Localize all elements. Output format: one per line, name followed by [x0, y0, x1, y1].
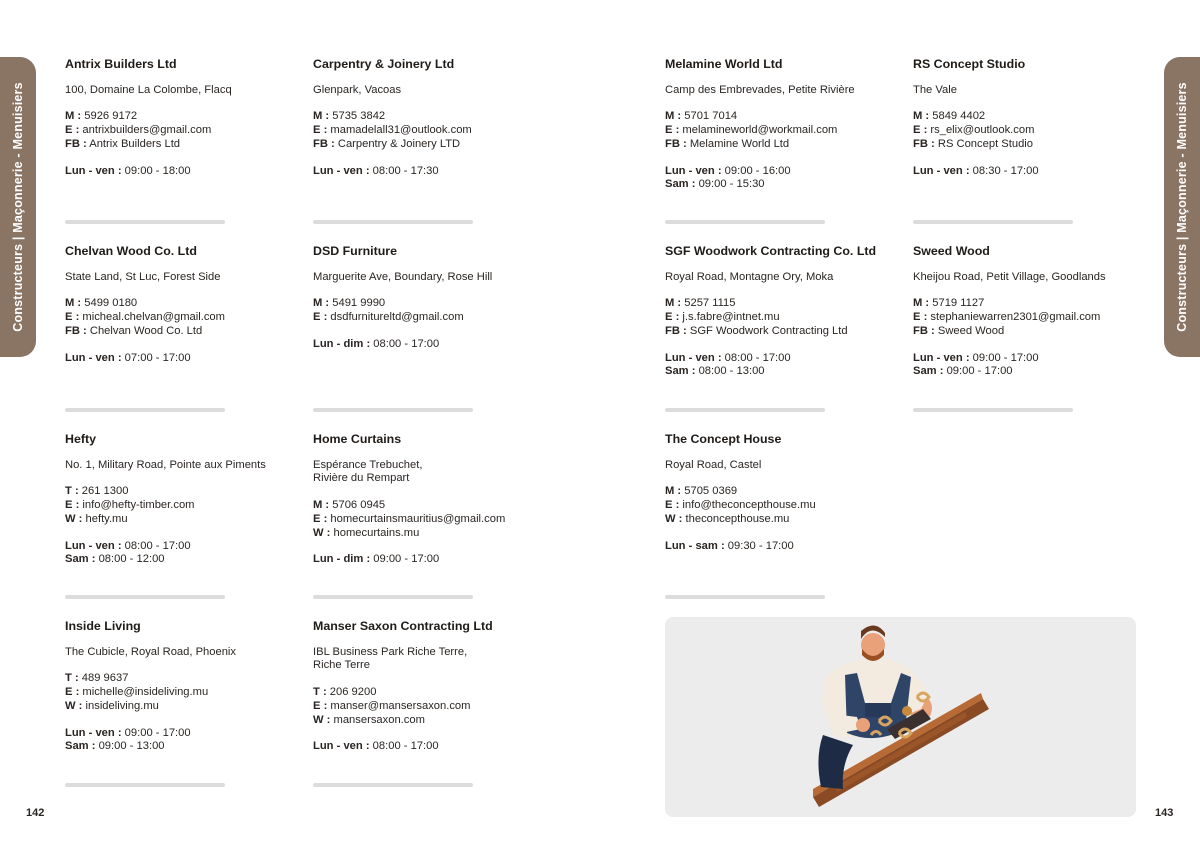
contact-label: W : [313, 713, 331, 726]
carpenter-icon [665, 617, 1136, 817]
contact-line [313, 714, 548, 728]
contact-value: 5705 0369 [684, 485, 738, 498]
company-name: Carpentry & Joinery Ltd [313, 57, 455, 71]
hours-line [665, 352, 880, 366]
section-tab-label: Constructeurs | Maçonnerie - Menuisiers [11, 82, 25, 332]
divider [313, 220, 473, 224]
carpenter-illustration [665, 617, 1136, 817]
hours-line [65, 540, 300, 554]
opening-hours [65, 165, 300, 179]
company-name: SGF Woodwork Contracting Co. Ltd [665, 244, 877, 258]
directory-entry [65, 244, 300, 365]
contact-value: rs_elix@outlook.com [930, 124, 1035, 137]
hours-label: Sam : [65, 553, 96, 566]
contact-list [665, 297, 880, 338]
contact-value: j.s.fabre@intnet.mu [682, 311, 780, 324]
contact-label: M : [65, 110, 82, 123]
contact-list [913, 110, 1148, 151]
divider [65, 783, 225, 787]
hours-line [313, 338, 548, 352]
contact-line [913, 110, 1148, 124]
opening-hours [913, 352, 1148, 380]
contact-label: FB : [913, 324, 935, 337]
contact-list [313, 499, 548, 540]
contact-list [913, 297, 1148, 338]
company-address: Camp des Embrevades, Petite Rivière [665, 83, 855, 96]
contact-line [313, 297, 548, 311]
company-address: Espérance Trebuchet, Rivière du Rempart [313, 458, 423, 485]
hours-value: 08:00 - 17:00 [124, 539, 191, 552]
contact-value: Carpentry & Joinery LTD [337, 137, 461, 150]
contact-label: M : [665, 485, 682, 498]
contact-value: 261 1300 [81, 485, 129, 498]
contact-label: E : [65, 499, 80, 512]
contact-line [65, 297, 300, 311]
hours-label: Sam : [665, 178, 696, 191]
hours-value: 09:00 - 17:00 [373, 553, 440, 566]
contact-value: 206 9200 [329, 686, 377, 699]
divider [65, 595, 225, 599]
contact-line [313, 686, 548, 700]
contact-line [665, 499, 900, 513]
directory-entry [913, 57, 1148, 178]
opening-hours [913, 165, 1148, 179]
contact-value: 5491 9990 [332, 297, 386, 310]
contact-label: E : [913, 124, 928, 137]
opening-hours [313, 338, 548, 352]
page-number-left: 142 [26, 807, 45, 819]
directory-entry [913, 244, 1148, 379]
contact-list [65, 110, 300, 151]
contact-label: E : [313, 512, 328, 525]
section-tab-label: Constructeurs | Maçonnerie - Menuisiers [1175, 82, 1189, 332]
contact-line [665, 513, 900, 527]
contact-value: RS Concept Studio [937, 137, 1034, 150]
directory-entry [65, 619, 300, 754]
contact-line [913, 138, 1148, 152]
divider [665, 595, 825, 599]
contact-line [313, 700, 548, 714]
opening-hours [313, 165, 548, 179]
contact-label: M : [665, 110, 682, 123]
contact-list [65, 297, 300, 338]
contact-line [65, 499, 300, 513]
contact-line [65, 124, 300, 138]
contact-value: melamineworld@workmail.com [682, 124, 838, 137]
hours-value: 07:00 - 17:00 [124, 351, 191, 364]
contact-label: W : [65, 699, 83, 712]
hours-value: 08:30 - 17:00 [972, 164, 1039, 177]
page-number-right: 143 [1155, 807, 1174, 819]
contact-value: hefty.mu [85, 512, 128, 525]
contact-line [313, 110, 548, 124]
contact-label: E : [65, 311, 80, 324]
contact-line [665, 311, 880, 325]
directory-entry [65, 432, 300, 567]
opening-hours [665, 352, 880, 380]
company-name: Inside Living [65, 619, 141, 633]
contact-value: 5701 7014 [684, 110, 738, 123]
hours-label: Lun - dim : [313, 337, 371, 350]
company-name: Home Curtains [313, 432, 402, 446]
hours-label: Lun - ven : [913, 164, 970, 177]
opening-hours [665, 540, 900, 554]
hours-line [65, 727, 300, 741]
hours-line [665, 365, 880, 379]
directory-entry [665, 432, 900, 553]
contact-value: 5257 1115 [684, 297, 736, 310]
company-address: Royal Road, Castel [665, 458, 762, 471]
contact-label: W : [665, 512, 683, 525]
contact-line [313, 527, 548, 541]
directory-entry [313, 244, 548, 352]
contact-line [665, 110, 900, 124]
hours-line [665, 178, 900, 192]
hours-label: Sam : [665, 365, 696, 378]
hours-label: Lun - ven : [65, 164, 122, 177]
contact-value: Chelvan Wood Co. Ltd [89, 324, 203, 337]
contact-value: 5849 4402 [932, 110, 986, 123]
contact-value: homecurtainsmauritius@gmail.com [330, 512, 506, 525]
contact-value: stephaniewarren2301@gmail.com [930, 311, 1101, 324]
divider [313, 595, 473, 599]
company-name: Antrix Builders Ltd [65, 57, 177, 71]
contact-line [313, 513, 548, 527]
contact-list [65, 672, 300, 713]
contact-list [313, 110, 548, 151]
contact-value: 5926 9172 [84, 110, 138, 123]
hours-value: 08:00 - 17:00 [373, 337, 440, 350]
contact-label: FB : [65, 137, 87, 150]
contact-value: insideliving.mu [85, 699, 159, 712]
company-name: RS Concept Studio [913, 57, 1026, 71]
hours-label: Lun - ven : [65, 539, 122, 552]
hours-value: 09:00 - 13:00 [98, 740, 165, 753]
contact-label: E : [65, 686, 80, 699]
hours-line [665, 540, 900, 554]
company-address: 100, Domaine La Colombe, Flacq [65, 83, 232, 96]
contact-label: M : [313, 110, 330, 123]
hours-label: Lun - ven : [65, 351, 122, 364]
company-name: Manser Saxon Contracting Ltd [313, 619, 493, 633]
opening-hours [65, 352, 300, 366]
contact-value: manser@mansersaxon.com [330, 699, 471, 712]
company-address: Marguerite Ave, Boundary, Rose Hill [313, 270, 493, 283]
directory-entry [665, 57, 900, 192]
company-name: Sweed Wood [913, 244, 990, 258]
contact-line [665, 325, 880, 339]
company-address: No. 1, Military Road, Pointe aux Piments [65, 458, 266, 471]
contact-value: Sweed Wood [937, 324, 1005, 337]
hours-value: 08:00 - 13:00 [698, 365, 765, 378]
contact-label: T : [313, 686, 327, 699]
contact-value: 5735 3842 [332, 110, 386, 123]
opening-hours [665, 165, 900, 193]
contact-line [65, 686, 300, 700]
contact-value: dsdfurnitureltd@gmail.com [330, 311, 464, 324]
company-address: The Cubicle, Royal Road, Phoenix [65, 645, 237, 658]
contact-label: M : [913, 110, 930, 123]
hours-label: Lun - ven : [313, 740, 370, 753]
hours-line [913, 352, 1148, 366]
contact-line [65, 672, 300, 686]
hours-value: 08:00 - 12:00 [98, 553, 165, 566]
contact-value: mansersaxon.com [333, 713, 425, 726]
divider [665, 408, 825, 412]
hours-label: Sam : [65, 740, 96, 753]
contact-label: E : [665, 124, 680, 137]
divider [65, 408, 225, 412]
hours-label: Lun - ven : [665, 351, 722, 364]
contact-label: FB : [665, 137, 687, 150]
contact-value: 5706 0945 [332, 499, 386, 512]
contact-line [65, 311, 300, 325]
hours-label: Lun - ven : [65, 726, 122, 739]
contact-label: FB : [665, 324, 687, 337]
divider [313, 408, 473, 412]
contact-value: info@hefty-timber.com [82, 499, 195, 512]
contact-line [913, 124, 1148, 138]
contact-line [665, 485, 900, 499]
contact-value: 5499 0180 [84, 297, 138, 310]
contact-value: 5719 1127 [932, 297, 985, 310]
hours-value: 09:00 - 17:00 [124, 726, 191, 739]
hours-line [313, 553, 548, 567]
contact-value: micheal.chelvan@gmail.com [82, 311, 225, 324]
contact-label: T : [65, 672, 79, 685]
contact-value: Antrix Builders Ltd [89, 137, 181, 150]
divider [913, 220, 1073, 224]
hours-value: 09:30 - 17:00 [727, 539, 794, 552]
contact-value: antrixbuilders@gmail.com [82, 124, 212, 137]
contact-label: M : [913, 297, 930, 310]
contact-line [665, 124, 900, 138]
contact-value: info@theconcepthouse.mu [682, 499, 816, 512]
divider [913, 408, 1073, 412]
contact-value: homecurtains.mu [333, 526, 420, 539]
company-address: Royal Road, Montagne Ory, Moka [665, 270, 834, 283]
divider [65, 220, 225, 224]
contact-list [313, 686, 548, 727]
contact-list [665, 110, 900, 151]
divider [313, 783, 473, 787]
company-name: Chelvan Wood Co. Ltd [65, 244, 197, 258]
contact-label: M : [665, 297, 682, 310]
company-address: IBL Business Park Riche Terre, Riche Terre [313, 645, 468, 672]
contact-line [313, 124, 548, 138]
contact-line [665, 297, 880, 311]
contact-line [313, 138, 548, 152]
contact-line [65, 110, 300, 124]
contact-line [65, 325, 300, 339]
section-tab-right [1164, 57, 1200, 357]
contact-list [313, 297, 548, 325]
company-address: State Land, St Luc, Forest Side [65, 270, 221, 283]
directory-entry [313, 57, 548, 178]
company-name: Melamine World Ltd [665, 57, 783, 71]
directory-entry [665, 244, 880, 379]
contact-label: FB : [65, 324, 87, 337]
contact-label: E : [913, 311, 928, 324]
contact-value: mamadelall31@outlook.com [330, 124, 472, 137]
contact-label: M : [65, 297, 82, 310]
contact-line [65, 700, 300, 714]
contact-line [313, 311, 548, 325]
hours-line [913, 165, 1148, 179]
directory-entry [313, 432, 548, 567]
contact-line [65, 485, 300, 499]
directory-entry [65, 57, 300, 178]
hours-value: 09:00 - 16:00 [724, 164, 791, 177]
company-name: Hefty [65, 432, 96, 446]
opening-hours [65, 540, 300, 568]
contact-value: SGF Woodwork Contracting Ltd [689, 324, 848, 337]
company-address: Kheijou Road, Petit Village, Goodlands [913, 270, 1106, 283]
contact-line [65, 513, 300, 527]
contact-label: W : [313, 526, 331, 539]
contact-label: E : [665, 311, 680, 324]
opening-hours [65, 727, 300, 755]
contact-list [665, 485, 900, 526]
contact-value: michelle@insideliving.mu [82, 686, 209, 699]
contact-line [913, 297, 1148, 311]
hours-line [65, 740, 300, 754]
company-name: DSD Furniture [313, 244, 397, 258]
contact-label: W : [65, 512, 83, 525]
hours-line [665, 165, 900, 179]
company-address: Glenpark, Vacoas [313, 83, 402, 96]
contact-label: E : [65, 124, 80, 137]
hours-value: 09:00 - 17:00 [972, 351, 1039, 364]
company-name: The Concept House [665, 432, 782, 446]
contact-label: T : [65, 485, 79, 498]
opening-hours [313, 553, 548, 567]
directory-entry [313, 619, 548, 754]
hours-label: Lun - ven : [665, 164, 722, 177]
contact-line [665, 138, 900, 152]
contact-line [313, 499, 548, 513]
contact-list [65, 485, 300, 526]
hours-line [313, 740, 548, 754]
hours-value: 08:00 - 17:00 [372, 740, 439, 753]
contact-value: theconcepthouse.mu [685, 512, 790, 525]
company-address: The Vale [913, 83, 957, 96]
contact-label: E : [665, 499, 680, 512]
hours-value: 09:00 - 15:30 [698, 178, 765, 191]
hours-label: Lun - ven : [313, 164, 370, 177]
contact-label: E : [313, 311, 328, 324]
hours-label: Lun - ven : [913, 351, 970, 364]
contact-label: FB : [313, 137, 335, 150]
hours-value: 08:00 - 17:30 [372, 164, 439, 177]
hours-value: 09:00 - 18:00 [124, 164, 191, 177]
hours-label: Lun - dim : [313, 553, 371, 566]
hours-value: 09:00 - 17:00 [946, 365, 1013, 378]
hours-line [913, 365, 1148, 379]
hours-label: Lun - sam : [665, 539, 725, 552]
hours-line [65, 352, 300, 366]
opening-hours [313, 740, 548, 754]
divider [665, 220, 825, 224]
hours-value: 08:00 - 17:00 [724, 351, 791, 364]
contact-label: FB : [913, 137, 935, 150]
contact-label: E : [313, 124, 328, 137]
contact-line [913, 325, 1148, 339]
hours-line [313, 165, 548, 179]
contact-label: M : [313, 297, 330, 310]
hours-label: Sam : [913, 365, 944, 378]
contact-value: 489 9637 [81, 672, 129, 685]
contact-line [65, 138, 300, 152]
contact-label: E : [313, 699, 328, 712]
contact-label: M : [313, 499, 330, 512]
hours-line [65, 165, 300, 179]
hours-line [65, 553, 300, 567]
contact-value: Melamine World Ltd [689, 137, 790, 150]
section-tab-left [0, 57, 36, 357]
contact-line [913, 311, 1148, 325]
